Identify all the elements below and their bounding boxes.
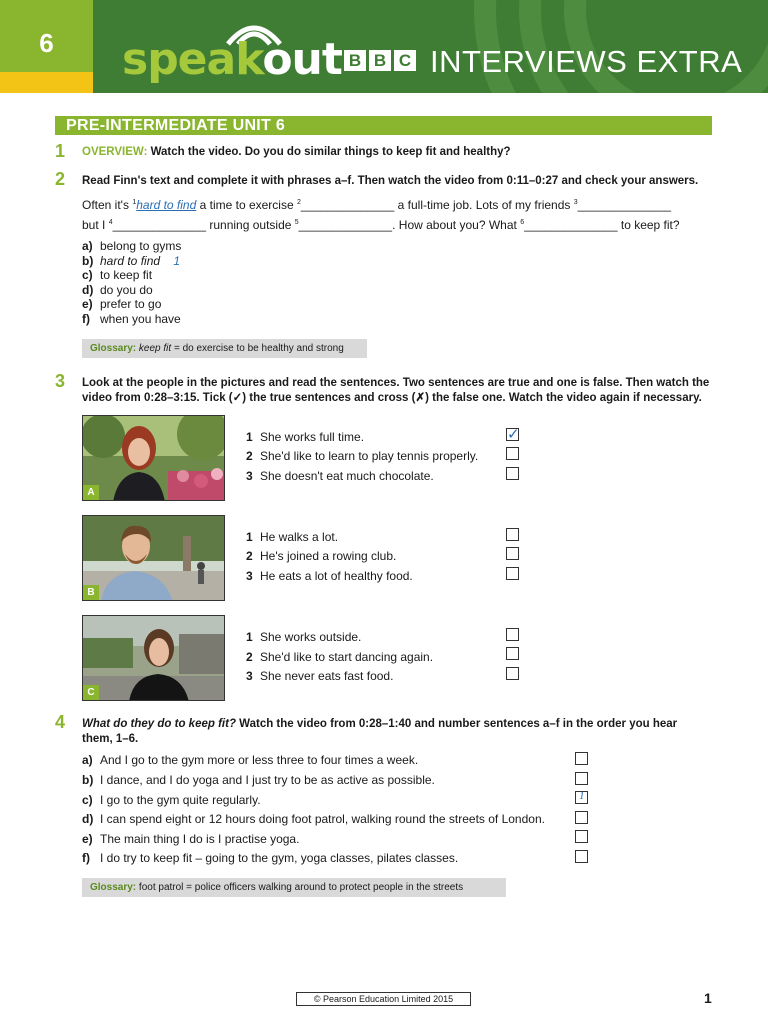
answer-checkbox[interactable] (506, 567, 519, 580)
q1-text: Watch the video. Do you do similar things to keep fit and healthy? (150, 146, 511, 158)
header-banner (0, 0, 768, 93)
text-segment: ______________. How about you? What (298, 218, 521, 232)
sentence-row (246, 650, 433, 664)
box-answer: 1 (579, 790, 585, 802)
option-text: when you have (100, 311, 181, 326)
sentence-text: She'd like to learn to play tennis properly. (260, 449, 479, 463)
option-text: do you do (100, 282, 153, 297)
glossary-label: Glossary: (90, 882, 137, 893)
sentence-text: She doesn't eat much chocolate. (260, 469, 434, 483)
question-number: 1 (55, 141, 66, 161)
q2-text-line-2 (82, 213, 680, 235)
option-letter: c) (82, 268, 93, 283)
q4-italic-question: What do they do to keep fit? (82, 718, 236, 730)
answer-checkbox[interactable] (506, 667, 519, 680)
list-item (82, 239, 181, 254)
number-box[interactable] (575, 772, 588, 785)
sentence-text: She'd like to start dancing again. (260, 650, 434, 664)
item-text: And I go to the gym more or less three to four times a week. (100, 753, 419, 767)
sentence-text: She works outside. (260, 630, 362, 644)
sentence-number: 2 (246, 650, 253, 664)
bbc-logo (344, 50, 416, 71)
question-number: 3 (55, 371, 66, 391)
sentence-text: He eats a lot of healthy food. (260, 569, 413, 583)
answer-checkbox[interactable] (506, 547, 519, 560)
list-item (82, 268, 181, 283)
question-number: 4 (55, 712, 66, 732)
option-letter: d) (82, 282, 94, 297)
sentence-row (246, 449, 478, 463)
glossary-term: keep fit (138, 343, 172, 354)
glossary-label: Glossary: (90, 343, 137, 354)
glossary-definition: = do exercise to be healthy and strong (171, 343, 344, 354)
option-letter: e) (82, 297, 93, 312)
gap-number: 6 (520, 219, 525, 226)
number-box[interactable] (575, 752, 588, 765)
sentence-number: 1 (246, 430, 253, 444)
item-letter: c) (82, 793, 93, 807)
item-text: I go to the gym quite regularly. (100, 793, 261, 807)
text-segment: ______________ a full-time job. Lots of my friends (300, 198, 574, 212)
number-box[interactable] (575, 850, 588, 863)
instruction-line: Watch the video from 0:28–1:40 and number sentences a–f in the order you hear (235, 718, 678, 730)
item-letter: b) (82, 773, 94, 787)
number-box[interactable] (575, 791, 588, 804)
answer-checkbox[interactable] (506, 467, 519, 480)
sentence-number: 3 (246, 569, 253, 583)
text-segment: ______________ to keep fit? (524, 218, 680, 232)
glossary-box (82, 878, 506, 897)
unit-number: 6 (39, 28, 54, 58)
photo-c (82, 615, 225, 701)
bbc-letter: C (394, 50, 416, 71)
option-letter: a) (82, 239, 93, 253)
photo-label: C (83, 685, 99, 700)
sentence-row (246, 630, 361, 644)
page-number: 1 (704, 990, 712, 1006)
unit-tab-stripe (0, 72, 93, 93)
q3-instruction (82, 376, 709, 405)
sentence-text: She never eats fast food. (260, 669, 394, 683)
item-text: I can spend eight or 12 hours doing foot patrol, walking round the streets of London. (100, 812, 545, 826)
unit-title-bar: PRE-INTERMEDIATE UNIT 6 (55, 116, 712, 135)
instruction-line: video from 0:28–3:15. Tick (✓) the true sentences and cross (✗) the false one. Watch the video again if necessary. (82, 391, 702, 404)
answer-checkbox[interactable] (506, 528, 519, 541)
photo-a (82, 415, 225, 501)
logo-out: out (262, 34, 342, 85)
sentence-row (246, 469, 434, 483)
sentence-number: 3 (246, 469, 253, 483)
item-letter: d) (82, 812, 94, 826)
q1-instruction (82, 145, 511, 160)
gap-number: 3 (573, 199, 578, 206)
gap-answer: hard to find (136, 198, 197, 212)
number-box[interactable] (575, 830, 588, 843)
sentence-text: He walks a lot. (260, 530, 339, 544)
text-segment: a time to exercise (196, 198, 297, 212)
list-item (82, 773, 435, 787)
sentence-row (246, 530, 338, 544)
list-item (82, 312, 181, 327)
answer-checkbox[interactable] (506, 647, 519, 660)
option-text: to keep fit (100, 268, 153, 283)
instruction-line: Look at the people in the pictures and read the sentences. Two sentences are true and one is false. Then watch the (82, 377, 710, 389)
option-letter: f) (82, 311, 90, 326)
text-segment: ______________ running outside (112, 218, 295, 232)
gap-number: 4 (108, 219, 113, 226)
option-letter: b) (82, 253, 94, 268)
photo-woman-park (83, 416, 225, 501)
list-item (82, 812, 545, 826)
answer-checkbox[interactable] (506, 447, 519, 460)
photo-woman-city (83, 616, 225, 701)
question-number: 2 (55, 169, 66, 189)
sentence-text: He's joined a rowing club. (260, 549, 397, 563)
answer-checkbox[interactable] (506, 628, 519, 641)
sentence-number: 2 (246, 449, 253, 463)
glossary-box (82, 339, 367, 358)
q2-instruction: Read Finn's text and complete it with phrases a–f. Then watch the video from 0:11–0:27 and check your answers. (82, 175, 699, 187)
sentence-number: 3 (246, 669, 253, 683)
series-title: INTERVIEWS EXTRA (430, 44, 743, 79)
instruction-line: them, 1–6. (82, 732, 139, 745)
item-text: The main thing I do is I practise yoga. (100, 832, 300, 846)
glossary-definition: foot patrol = police officers walking around to protect people in the streets (136, 882, 464, 893)
gap-number: 5 (294, 219, 299, 226)
photo-label: B (83, 585, 99, 600)
text-segment: Often it's (82, 198, 133, 212)
item-letter: a) (82, 753, 93, 767)
item-letter: f) (82, 851, 90, 865)
text-segment: ______________ (577, 198, 672, 212)
overview-label: OVERVIEW: (82, 146, 148, 158)
list-item (82, 793, 261, 807)
answer-checkbox[interactable] (506, 425, 520, 443)
option-text: belong to gyms (100, 239, 182, 253)
list-item (82, 297, 181, 312)
list-item (82, 832, 299, 846)
copyright-notice: © Pearson Education Limited 2015 (296, 992, 471, 1006)
list-item (82, 753, 418, 767)
tick-icon: ✓ (507, 425, 520, 443)
list-item (82, 254, 181, 269)
q2-options-list (82, 239, 181, 327)
gap-number: 2 (296, 199, 301, 206)
sentence-number: 1 (246, 530, 253, 544)
q4-instruction (82, 717, 677, 746)
q2-text-line-1 (82, 193, 671, 215)
photo-b (82, 515, 225, 601)
logo-speak: speak (122, 34, 263, 85)
item-letter: e) (82, 832, 93, 846)
sentence-row (246, 569, 413, 583)
photo-label: A (83, 485, 99, 500)
sentence-row (246, 669, 393, 683)
gap-number: 1 (132, 199, 137, 206)
option-text: hard to find (100, 253, 161, 268)
sentence-row (246, 549, 396, 563)
list-item (82, 283, 181, 298)
sentence-number: 1 (246, 630, 253, 644)
list-item (82, 851, 458, 865)
sentence-row (246, 430, 364, 444)
option-answer: 1 (173, 253, 181, 268)
option-text: prefer to go (100, 297, 162, 312)
item-text: I dance, and I do yoga and I just try to be as active as possible. (100, 773, 435, 787)
sentence-number: 2 (246, 549, 253, 563)
bbc-letter: B (344, 50, 366, 71)
item-text: I do try to keep fit – going to the gym, yoga classes, pilates classes. (100, 851, 459, 865)
speakout-logo (122, 34, 342, 85)
sentence-text: She works full time. (260, 430, 365, 444)
text-segment: but I (82, 218, 109, 232)
bbc-letter: B (369, 50, 391, 71)
number-box[interactable] (575, 811, 588, 824)
photo-man-street (83, 516, 225, 601)
